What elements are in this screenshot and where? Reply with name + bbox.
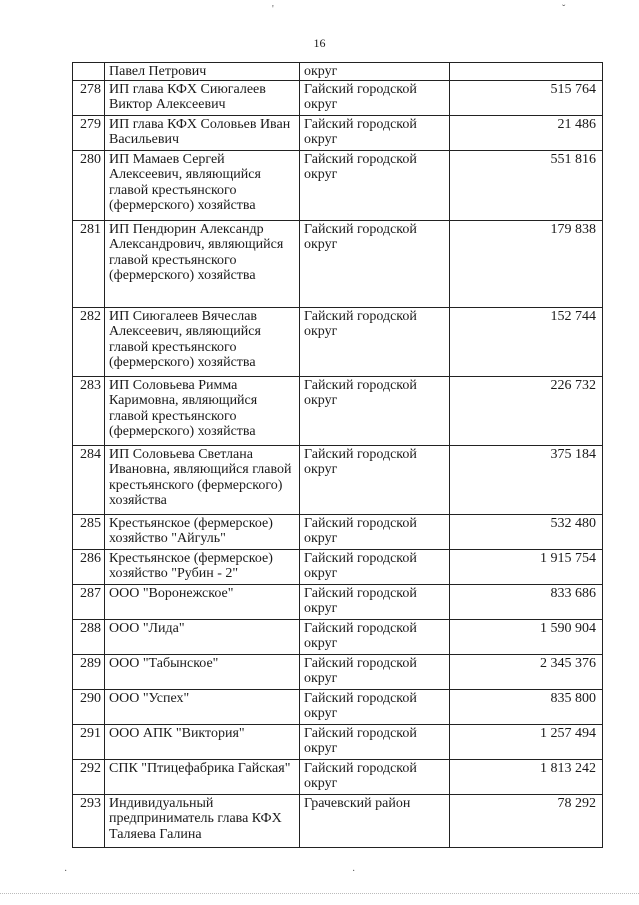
registry-table [72,62,603,848]
table-row [73,115,603,150]
table-row [73,514,603,549]
table-row-continuation [73,63,603,81]
scan-mark-bottom-center: · [352,866,356,877]
recipient-name: ООО АПК "Виктория" [105,724,300,759]
amount [450,63,603,81]
page-number: 16 [313,36,326,50]
municipality: Гайский городской округ [300,220,450,307]
row-number [73,63,105,81]
recipient-name: ИП Сиюгалеев Вячеслав Алексеевич, являющийся главой крестьянского (фермерского) хозяйства [105,307,300,376]
municipality: Гайский городской округ [300,689,450,724]
table-row [73,80,603,115]
table-row [73,794,603,847]
row-number: 284 [73,445,105,514]
municipality: Гайский городской округ [300,376,450,445]
recipient-name: Крестьянское (фермерское) хозяйство "Рубин - 2" [105,549,300,584]
row-number: 290 [73,689,105,724]
amount: 152 744 [450,307,603,376]
recipient-name: СПК "Птицефабрика Гайская" [105,759,300,794]
table-row [73,654,603,689]
table-row [73,759,603,794]
municipality: Гайский городской округ [300,549,450,584]
row-number: 292 [73,759,105,794]
municipality: округ [300,63,450,81]
recipient-name: ИП глава КФХ Соловьев Иван Васильевич [105,115,300,150]
municipality: Гайский городской округ [300,619,450,654]
municipality: Гайский городской округ [300,654,450,689]
row-number: 285 [73,514,105,549]
table-row [73,689,603,724]
amount: 179 838 [450,220,603,307]
scan-edge [0,893,639,894]
amount: 515 764 [450,80,603,115]
recipient-name: Крестьянское (фермерское) хозяйство "Айгуль" [105,514,300,549]
municipality: Гайский городской округ [300,307,450,376]
recipient-name: ООО "Успех" [105,689,300,724]
municipality: Гайский городской округ [300,514,450,549]
row-number: 283 [73,376,105,445]
recipient-name: Павел Петрович [105,63,300,81]
row-number: 289 [73,654,105,689]
recipient-name: ИП Соловьева Светлана Ивановна, являющийся главой крестьянского (фермерского) хозяйства [105,445,300,514]
amount: 1 915 754 [450,549,603,584]
amount: 78 292 [450,794,603,847]
table-row [73,584,603,619]
municipality: Гайский городской округ [300,80,450,115]
table-row [73,220,603,307]
recipient-name: ИП Соловьева Римма Каримовна, являющийся главой крестьянского (фермерского) хозяйства [105,376,300,445]
amount: 226 732 [450,376,603,445]
table-row [73,376,603,445]
table-body [73,63,603,848]
recipient-name: Индивидуальный предприниматель глава КФХ Таляева Галина [105,794,300,847]
amount: 833 686 [450,584,603,619]
amount: 835 800 [450,689,603,724]
row-number: 279 [73,115,105,150]
amount: 532 480 [450,514,603,549]
recipient-name: ООО "Воронежское" [105,584,300,619]
municipality: Гайский городской округ [300,584,450,619]
table-row [73,307,603,376]
table-row [73,150,603,220]
municipality: Гайский городской округ [300,115,450,150]
amount: 2 345 376 [450,654,603,689]
row-number: 281 [73,220,105,307]
recipient-name: ООО "Лида" [105,619,300,654]
amount: 1 590 904 [450,619,603,654]
table-row [73,724,603,759]
row-number: 288 [73,619,105,654]
row-number: 280 [73,150,105,220]
recipient-name: ИП Пендюрин Александр Александрович, являющийся главой крестьянского (фермерского) хозяйства [105,220,300,307]
recipient-name: ИП глава КФХ Сиюгалеев Виктор Алексеевич [105,80,300,115]
amount: 1 813 242 [450,759,603,794]
municipality: Грачевский район [300,794,450,847]
recipient-name: ООО "Табынское" [105,654,300,689]
amount: 1 257 494 [450,724,603,759]
amount: 21 486 [450,115,603,150]
row-number: 291 [73,724,105,759]
row-number: 287 [73,584,105,619]
municipality: Гайский городской округ [300,445,450,514]
row-number: 293 [73,794,105,847]
recipient-name: ИП Мамаев Сергей Алексеевич, являющийся главой крестьянского (фермерского) хозяйства [105,150,300,220]
table-row [73,619,603,654]
amount: 375 184 [450,445,603,514]
municipality: Гайский городской округ [300,759,450,794]
row-number: 282 [73,307,105,376]
row-number: 286 [73,549,105,584]
table-row [73,445,603,514]
row-number: 278 [73,80,105,115]
scan-mark-top: ' [272,4,274,15]
municipality: Гайский городской округ [300,724,450,759]
amount: 551 816 [450,150,603,220]
scan-mark-bottom-left: · [64,866,68,877]
table-row [73,549,603,584]
municipality: Гайский городской округ [300,150,450,220]
scan-mark-top-right: ˇ [562,4,566,15]
